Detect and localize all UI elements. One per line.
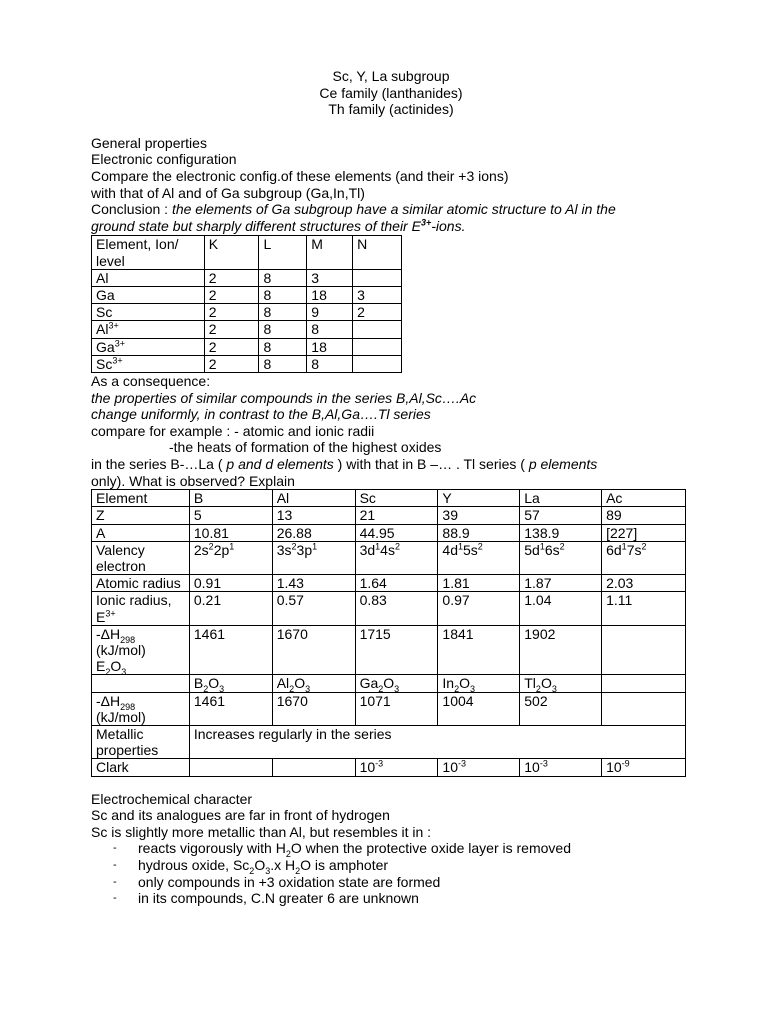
table-row (92, 575, 686, 592)
shell-cell: 8 (259, 269, 307, 286)
shell-element: $Ga^{3+}$ (92, 338, 205, 355)
shell-cell: 3 (353, 286, 402, 303)
shell-cell: 8 (307, 355, 353, 372)
cell: $Al_2O_3$ (272, 675, 355, 692)
properties-table (91, 489, 686, 776)
cell: [227] (602, 524, 686, 541)
shell-cell (353, 338, 402, 355)
table-row (92, 625, 686, 675)
cell: $10^{-9}$ (602, 759, 686, 776)
title-block (91, 68, 691, 118)
cell: $Ga_2O_3$ (355, 675, 438, 692)
cell: 0.21 (189, 592, 272, 625)
cell (189, 759, 272, 776)
shell-cell: 3 (307, 269, 353, 286)
cell: 0.83 (355, 592, 438, 625)
cell: 1.81 (438, 575, 520, 592)
row-label: Ionic radius, $E^{3+}$ (92, 592, 190, 625)
row-label: Z (92, 507, 190, 524)
cell: 1902 (520, 625, 602, 675)
cell: 1.43 (272, 575, 355, 592)
cell: $10^{-3}$ (355, 759, 438, 776)
conclusion-text-1: the elements of Ga subgroup have a similar atomic structure to Al in the (171, 201, 616, 218)
table-row (92, 304, 402, 321)
document-page (91, 68, 691, 907)
compare-line-2: with that of Al and of Ga subgroup (Ga,In,Tl) (91, 184, 365, 201)
cell: 1670 (272, 692, 355, 725)
shell-header-cell: K (204, 236, 259, 269)
consequence-line-1: As a consequence: (91, 372, 211, 389)
title-line-3: Th family (actinides) (328, 101, 454, 118)
shell-cell: 2 (353, 304, 402, 321)
shell-element: Al (92, 269, 205, 286)
shell-cell (353, 355, 402, 372)
shell-table-header (92, 236, 402, 269)
cell: $10^{-3}$ (520, 759, 602, 776)
shell-cell: 2 (204, 321, 259, 338)
shell-element: Sc (92, 304, 205, 321)
electrochem-line-2: Sc is slightly more metallic than Al, but resembles it in : (91, 823, 432, 840)
shell-header-cell: L (259, 236, 307, 269)
shell-header-cell: N (353, 236, 402, 269)
cell: 1004 (438, 692, 520, 725)
shell-cell: 18 (307, 338, 353, 355)
row-label: A (92, 524, 190, 541)
row-label: Clark (92, 759, 190, 776)
list-item: - reacts vigorously with $H_2O$ when the protective oxide layer is removed (113, 840, 571, 860)
cell: $2s^22p^1$ (189, 541, 272, 574)
conclusion (91, 201, 691, 218)
column-header: La (520, 490, 602, 507)
shell-element: Ga (92, 286, 205, 303)
consequence-line-4: compare for example : - atomic and ionic radii (91, 422, 375, 439)
cell: 1071 (355, 692, 438, 725)
table-row (92, 355, 402, 372)
column-header: Sc (355, 490, 438, 507)
heading-general: General properties (91, 134, 207, 151)
conclusion-text-3: -ions. (431, 217, 466, 234)
cell: 0.57 (272, 592, 355, 625)
cell: $Tl_2O_3$ (520, 675, 602, 692)
shell-cell: 2 (204, 338, 259, 355)
shell-cell: 8 (259, 286, 307, 303)
shell-cell: 9 (307, 304, 353, 321)
shell-cell (353, 321, 402, 338)
row-label: Metallic properties (92, 725, 190, 758)
cell: 26.88 (272, 524, 355, 541)
table-row (92, 541, 686, 574)
consequence-line-3: change uniformly, in contrast to the B,Al,Ga….Tl series (91, 406, 431, 423)
row-label: Atomic radius (92, 575, 190, 592)
shell-cell: 2 (204, 269, 259, 286)
shell-cell: 8 (259, 304, 307, 321)
table-row (92, 490, 686, 507)
cell: 1461 (189, 692, 272, 725)
cell: 1.64 (355, 575, 438, 592)
column-header: Y (438, 490, 520, 507)
table-row (92, 725, 686, 758)
shell-table (91, 235, 402, 373)
electrochem-list (91, 840, 691, 906)
conclusion-sup: 3+ (420, 217, 432, 228)
cell (602, 625, 686, 675)
row-label: $-\Delta H_{298}$ (kJ/mol) $E_2O_3$ (92, 625, 190, 675)
cell (602, 675, 686, 692)
list-item: - in its compounds, C.N greater 6 are unknown (113, 890, 419, 907)
cell: $In_2O_3$ (438, 675, 520, 692)
shell-cell (353, 269, 402, 286)
cell: $4d^15s^2$ (438, 541, 520, 574)
list-item: - hydrous oxide, $Sc_2O_3.x$ $H_2O$ is amphoter (113, 856, 389, 876)
shell-cell: 8 (307, 321, 353, 338)
table-row (92, 269, 402, 286)
shell-cell: 8 (259, 355, 307, 372)
cell: 0.97 (438, 592, 520, 625)
cell: 1715 (355, 625, 438, 675)
shell-header-cell: M (307, 236, 353, 269)
cell: 1.11 (602, 592, 686, 625)
column-header: B (189, 490, 272, 507)
cell: 1.04 (520, 592, 602, 625)
cell: 1670 (272, 625, 355, 675)
shell-element: $Sc^{3+}$ (92, 355, 205, 372)
conclusion-label: Conclusion : (91, 201, 172, 218)
cell: 21 (355, 507, 438, 524)
consequence-line-5: -the heats of formation of the highest oxides (169, 439, 442, 456)
shell-cell: 8 (259, 321, 307, 338)
cell: 44.95 (355, 524, 438, 541)
table-row (92, 592, 686, 625)
cell: 0.91 (189, 575, 272, 592)
consequence-line-2: the properties of similar compounds in the series B,Al,Sc….Ac (91, 389, 477, 406)
table-row (92, 286, 402, 303)
row-label: Valency electron (92, 541, 190, 574)
table-row (92, 321, 402, 338)
table-row (92, 524, 686, 541)
metallic-cell: Increases regularly in the series (189, 725, 685, 758)
table-row (92, 692, 686, 725)
cell: $3d^14s^2$ (355, 541, 438, 574)
compare-line-1: Compare the electronic config.of these elements (and their +3 ions) (91, 167, 509, 184)
cell: 89 (602, 507, 686, 524)
conclusion-text-2: ground state but sharply different structures of their E (91, 217, 421, 234)
cell: 13 (272, 507, 355, 524)
cell: $10^{-3}$ (438, 759, 520, 776)
shell-cell: 2 (204, 286, 259, 303)
cell: $6d^17s^2$ (602, 541, 686, 574)
consequence-line-7: only). What is observed? Explain (91, 472, 295, 489)
conclusion-line-2 (91, 218, 691, 235)
cell: $B_2O_3$ (189, 675, 272, 692)
cell: 1.87 (520, 575, 602, 592)
shell-header-cell: Element, Ion/ level (92, 236, 205, 269)
electrochem-title: Electrochemical character (91, 790, 253, 807)
title-line-2: Ce family (lanthanides) (319, 84, 463, 101)
cell: 2.03 (602, 575, 686, 592)
table-row (92, 675, 686, 692)
column-header: Ac (602, 490, 686, 507)
heading-econf: Electronic configuration (91, 151, 237, 168)
electrochem-line-1: Sc and its analogues are far in front of hydrogen (91, 807, 390, 824)
row-label (92, 675, 190, 692)
shell-cell: 2 (204, 304, 259, 321)
consequence-line-6: in the series B-…La ( p and d elements ) with that in B –… . Tl series ( p elements (91, 455, 598, 472)
shell-cell: 2 (204, 355, 259, 372)
cell: 10.81 (189, 524, 272, 541)
cell: 57 (520, 507, 602, 524)
table-row (92, 507, 686, 524)
list-item: - only compounds in +3 oxidation state are formed (113, 873, 441, 890)
shell-cell: 8 (259, 338, 307, 355)
row-label: $-\Delta H_{298}$ (kJ/mol) (92, 692, 190, 725)
shell-cell: 18 (307, 286, 353, 303)
cell: $3s^23p^1$ (272, 541, 355, 574)
cell: 1841 (438, 625, 520, 675)
cell: 502 (520, 692, 602, 725)
row-label: Element (92, 490, 190, 507)
cell: 5 (189, 507, 272, 524)
cell: 39 (438, 507, 520, 524)
cell: $5d^16s^2$ (520, 541, 602, 574)
cell: 138.9 (520, 524, 602, 541)
cell: 88.9 (438, 524, 520, 541)
shell-element: $Al^{3+}$ (92, 321, 205, 338)
table-row (92, 338, 402, 355)
title-line-1: Sc, Y, La subgroup (332, 68, 450, 84)
cell (272, 759, 355, 776)
column-header: Al (272, 490, 355, 507)
table-row (92, 759, 686, 776)
cell: 1461 (189, 625, 272, 675)
cell (602, 692, 686, 725)
